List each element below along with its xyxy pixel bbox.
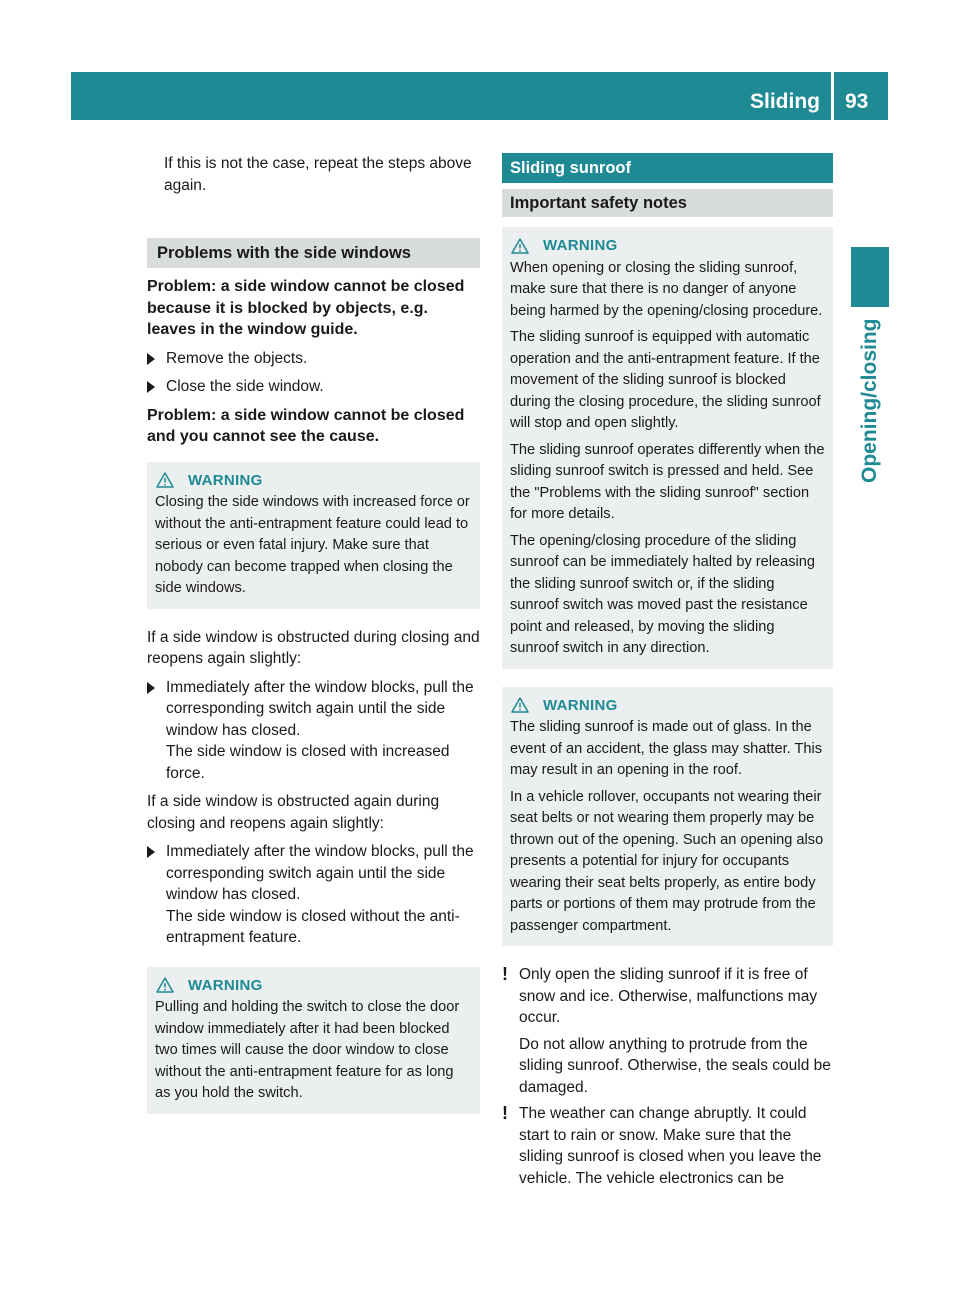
step-arrow-icon <box>147 381 155 393</box>
step-item <box>147 841 480 949</box>
problem-heading: Problem: a side window cannot be closed because it is blocked by objects, e.g. leaves in the window guide. <box>147 278 465 338</box>
warning-title: WARNING <box>543 696 618 714</box>
chapter-tab <box>851 247 889 307</box>
intro-text: If this is not the case, repeat the steps above again. <box>164 155 472 194</box>
problem-heading: Problem: a side window cannot be closed and you cannot see the cause. <box>147 406 465 445</box>
warning-triangle-icon <box>511 697 529 713</box>
warning-box <box>502 227 833 669</box>
body-paragraph: If a side window is obstructed again during closing and reopens again slightly: <box>147 793 440 832</box>
header-divider <box>831 72 834 120</box>
step-text: Immediately after the window blocks, pull the corresponding switch again until the side window has closed. <box>166 843 474 903</box>
step-text: Immediately after the window blocks, pull the corresponding switch again until the side window has closed. <box>166 678 474 739</box>
warning-box <box>147 967 480 1114</box>
warning-triangle-icon <box>156 977 174 993</box>
step-arrow-icon <box>147 846 155 858</box>
warning-text: When opening or closing the sliding sunroof, make sure that there is no danger of anyone being harmed by the opening/closing procedure. <box>510 259 823 319</box>
step-item <box>147 376 480 398</box>
note-item <box>502 1103 833 1189</box>
step-arrow-icon <box>147 682 155 694</box>
step-arrow-icon <box>147 353 155 365</box>
warning-text: The sliding sunroof is made out of glass. In the event of an accident, the glass may shatter. This may result in an opening in the roof. <box>510 719 823 778</box>
sub-heading: Important safety notes <box>502 189 833 217</box>
page-title: Sliding sunroof <box>741 90 820 141</box>
chapter-heading: Sliding sunroof <box>502 153 833 183</box>
chapter-label: Opening/closing <box>858 318 881 483</box>
step-text: Close the side window. <box>166 378 324 395</box>
step-item <box>147 348 480 370</box>
warning-text: Closing the side windows with increased force or without the anti-entrapment feature could lead to serious or even fatal injury. Make sure that nobody can become trapped when closing the side windows. <box>155 494 470 596</box>
warning-box <box>147 462 480 609</box>
note-text: Do not allow anything to protrude from the sliding sunroof. Otherwise, the seals could be damaged. <box>519 1035 831 1096</box>
page-number: 93 <box>845 90 869 113</box>
right-column <box>502 153 833 1194</box>
section-heading: Problems with the side windows <box>147 238 480 268</box>
step-text: Remove the objects. <box>166 349 308 367</box>
warning-box <box>502 687 833 947</box>
warning-title: WARNING <box>543 237 618 254</box>
note-text: Only open the sliding sunroof if it is free of snow and ice. Otherwise, malfunctions may occur. <box>519 966 818 1026</box>
step-result: The side window is closed with increased force. <box>166 743 450 782</box>
warning-text: The opening/closing procedure of the sliding sunroof can be immediately halted by releasing the sliding sunroof switch or, if the sliding sunroof switch was moved past the resistance point and released, by moving the sliding sunroof switch in any direction. <box>510 532 816 656</box>
warning-text: Pulling and holding the switch to close the door window immediately after it had been blocked two times will cause the door window to close without the anti-entrapment feature for as long as you hold the switch. <box>155 999 460 1101</box>
step-item <box>147 677 480 785</box>
note-text: The weather can change abruptly. It could start to rain or snow. Make sure that the sliding sunroof is closed when you leave the vehicle. The vehicle electronics can be <box>519 1105 822 1187</box>
warning-title: WARNING <box>188 976 263 994</box>
exclamation-icon: ! <box>502 1103 508 1123</box>
step-result: The side window is closed without the anti-entrapment feature. <box>166 907 460 946</box>
warning-triangle-icon <box>156 472 174 488</box>
left-column <box>147 153 480 1132</box>
warning-text: The sliding sunroof is equipped with automatic operation and the anti-entrapment feature. If the movement of the sliding sunroof is blocked during the closing procedure, the sliding sunroof will stop and open slightly. <box>510 329 821 431</box>
exclamation-icon: ! <box>502 964 508 984</box>
body-paragraph: If a side window is obstructed during closing and reopens again slightly: <box>147 628 480 667</box>
warning-text: In a vehicle rollover, occupants not wearing their seat belts or not wearing them properly may be thrown out of the opening. Such an opening also presents a potential for injury for occupants wearing their seat belts properly, as entire body parts or portions of them may protrude from the passenger compartment. <box>510 788 824 934</box>
warning-triangle-icon <box>511 238 529 254</box>
note-item <box>502 964 833 1098</box>
warning-title: WARNING <box>188 471 263 489</box>
warning-text: The sliding sunroof operates differently when the sliding sunroof switch is pressed and held. See the "Problems with the sliding sunroof" section for more details. <box>510 441 825 522</box>
